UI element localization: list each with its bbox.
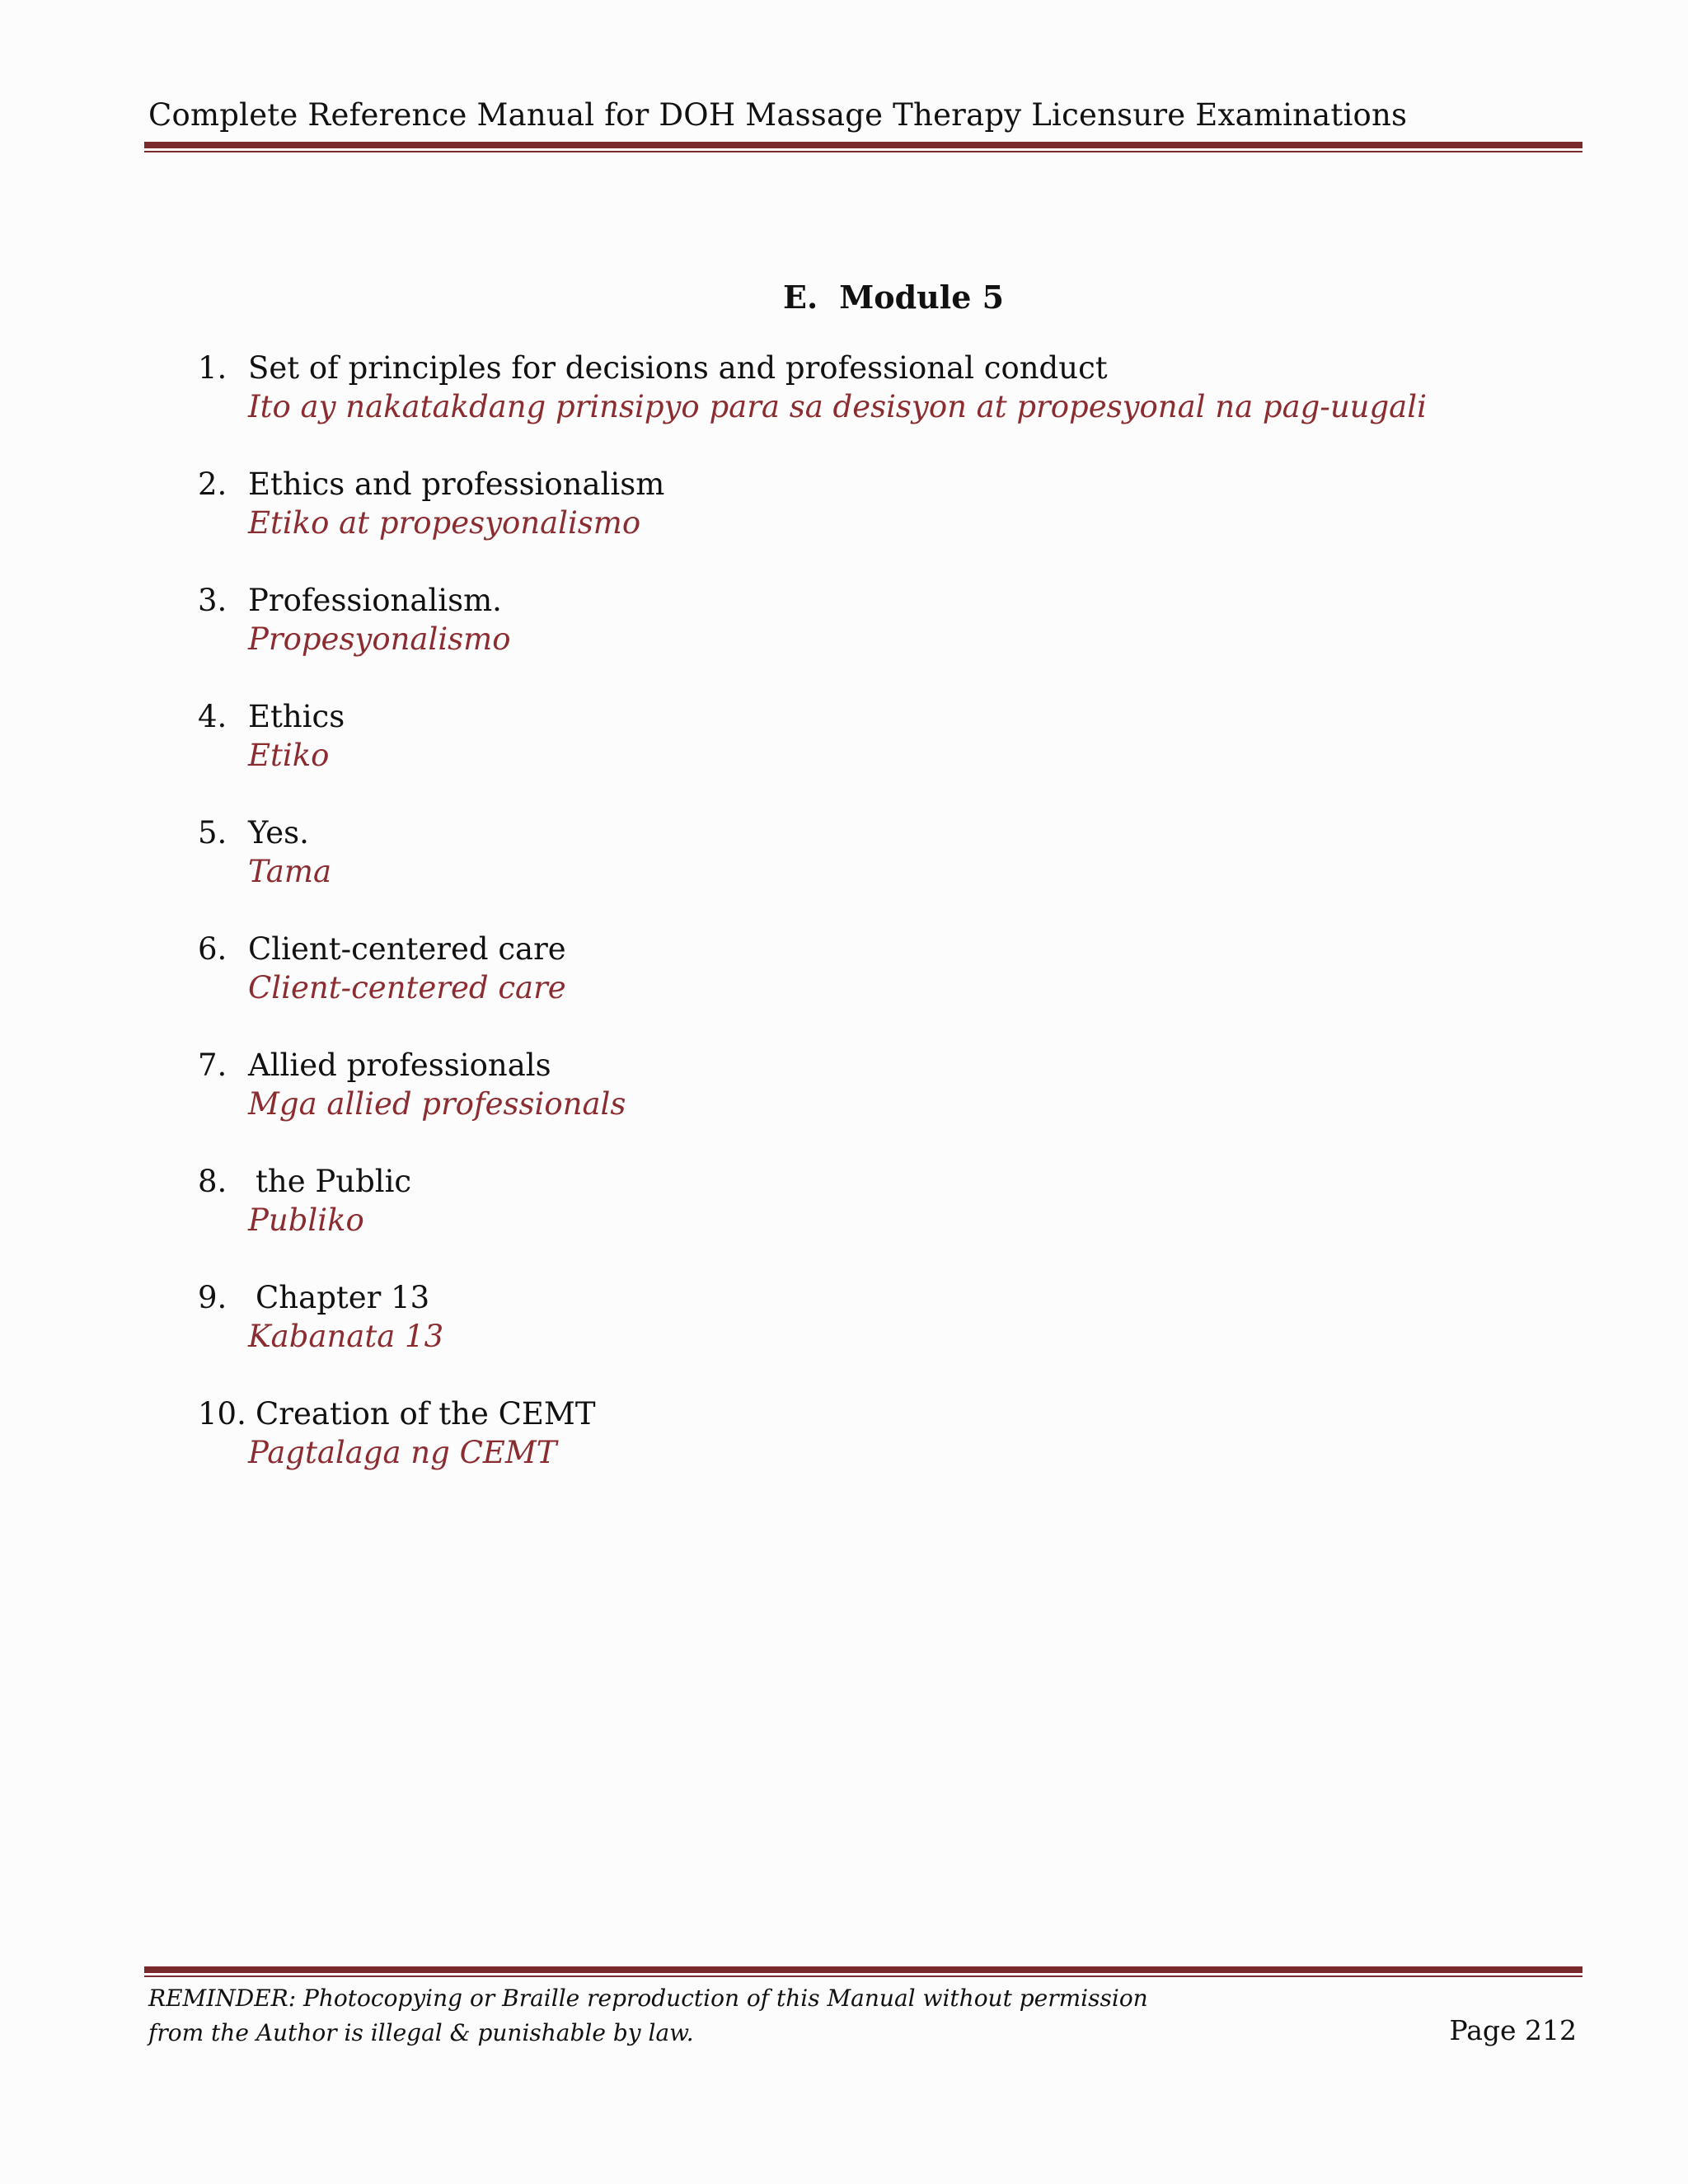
list-item	[198, 1280, 1434, 1396]
page-number: Page 212	[1449, 2014, 1577, 2046]
item-english: Creation of the CEMT	[256, 1396, 596, 1432]
footer-reminder-line1: REMINDER: Photocopying or Braille reproduction of this Manual without permission	[148, 1985, 1148, 2012]
answer-list	[198, 350, 1434, 1512]
item-number: 10.	[198, 1396, 246, 1432]
item-number: 1.	[198, 350, 227, 386]
item-tagalog: Pagtalaga ng CEMT	[248, 1435, 557, 1470]
item-number: 4.	[198, 699, 227, 734]
item-tagalog: Etiko at propesyonalismo	[248, 505, 641, 541]
item-english: Ethics	[248, 699, 345, 734]
item-english: Set of principles for decisions and professional conduct	[248, 350, 1108, 386]
header-rule	[144, 142, 1582, 152]
item-tagalog: Mga allied professionals	[248, 1086, 626, 1122]
item-tagalog: Publiko	[248, 1202, 364, 1238]
item-number: 9.	[198, 1280, 227, 1315]
item-number: 2.	[198, 466, 227, 502]
item-tagalog: Ito ay nakatakdang prinsipyo para sa desisyon at propesyonal na pag-uugali	[248, 389, 1427, 424]
item-tagalog: Tama	[248, 854, 332, 889]
list-item	[198, 1047, 1434, 1164]
item-english: the Public	[256, 1164, 412, 1199]
footer-reminder	[148, 1981, 1148, 2050]
list-item	[198, 815, 1434, 931]
list-item	[198, 583, 1434, 699]
section-title: Module 5	[839, 279, 1005, 316]
item-english: Professionalism.	[248, 583, 502, 618]
list-item	[198, 931, 1434, 1047]
item-tagalog: Kabanata 13	[248, 1319, 444, 1354]
running-header: Complete Reference Manual for DOH Massage Therapy Licensure Examinations	[148, 97, 1408, 133]
item-number: 6.	[198, 931, 227, 967]
item-english: Allied professionals	[248, 1047, 551, 1083]
item-tagalog: Propesyonalismo	[248, 621, 511, 657]
item-number: 7.	[198, 1047, 227, 1083]
item-number: 3.	[198, 583, 227, 618]
item-english: Client-centered care	[248, 931, 566, 967]
item-number: 5.	[198, 815, 227, 851]
item-tagalog: Client-centered care	[248, 970, 566, 1005]
item-tagalog: Etiko	[248, 738, 330, 773]
footer-reminder-line2: from the Author is illegal & punishable by law.	[148, 2019, 694, 2046]
list-item	[198, 350, 1434, 466]
item-english: Yes.	[248, 815, 309, 851]
list-item	[198, 1164, 1434, 1280]
item-english: Chapter 13	[256, 1280, 430, 1315]
list-item	[198, 1396, 1434, 1512]
section-letter: E.	[783, 279, 818, 316]
section-heading	[783, 279, 1004, 316]
list-item	[198, 699, 1434, 815]
footer-rule	[144, 1966, 1582, 1977]
item-number: 8.	[198, 1164, 227, 1199]
list-item	[198, 466, 1434, 583]
item-english: Ethics and professionalism	[248, 466, 665, 502]
